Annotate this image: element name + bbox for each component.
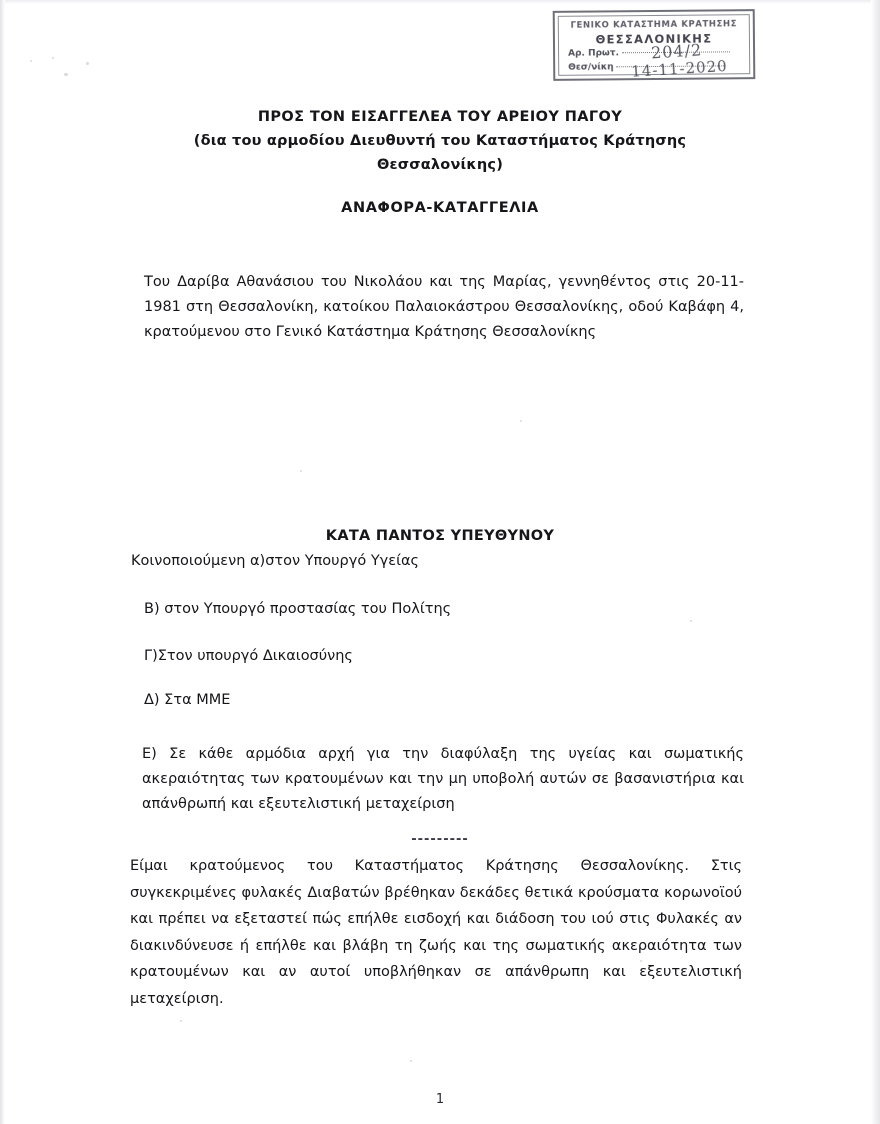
recipient-item-d: Δ) Στα ΜΜΕ [144, 692, 231, 708]
document-title-block [110, 105, 770, 177]
stamp-protocol-row [568, 47, 730, 58]
stamp-city-label: Θεσ/νίκη [568, 62, 614, 73]
scan-speckle [86, 62, 89, 65]
recipient-item-a: Κοινοποιούμενη α)στον Υπουργό Υγείας [131, 553, 420, 569]
scan-edge-right [871, 0, 880, 1124]
stamp-city-line: ΘΕΣΣΑΛΟΝΙΚΗΣ [595, 31, 713, 47]
title-line-1: ΠΡΟΣ ΤΟΝ ΕΙΣΑΓΓΕΛΕΑ ΤΟΥ ΑΡΕΙΟΥ ΠΑΓΟΥ [257, 109, 623, 125]
title-line-3: Θεσσαλονίκης) [376, 157, 504, 173]
applicant-details-paragraph: Του Δαρίβα Αθανάσιου του Νικολάου και της Μαρίας, γεννηθέντος στις 20-11-1981 στη Θεσσαλονίκη, κατοίκου Παλαιοκάστρου Θεσσαλονίκης, οδού Καβάφη 4, κρατούμενου στο Γενικό Κατάστημα Κράτησης Θεσσαλονίκης [144, 274, 744, 340]
stamp-inner-border [558, 14, 751, 81]
stamp-handwritten-protocol: 204/2 [650, 40, 703, 63]
recipient-item-b: Β) στον Υπουργό προστασίας του Πολίτης [144, 601, 452, 617]
stamp-protocol-label: Αρ. Πρωτ. [568, 48, 620, 59]
recipient-item-e: Ε) Σε κάθε αρμόδια αρχή για την διαφύλαξη της υγείας και σωματικής ακεραιότητας των κρατουμένων και την μη υποβολή αυτών σε βασανιστήρια και απάνθρωπή και εξευτελιστική μεταχείριση [142, 746, 744, 812]
against-whom-title: ΚΑΤΑ ΠΑΝΤΟΣ ΥΠΕΥΘΥΝΟΥ [325, 528, 555, 544]
office-stamp [553, 9, 756, 81]
title-line-2: (δια του αρμοδίου Διευθυντή του Καταστήματος Κράτησης [193, 133, 687, 149]
scan-speckle [52, 57, 54, 59]
section-divider: --------- [411, 832, 469, 847]
page-number: 1 [435, 1092, 445, 1107]
stamp-handwritten-date: 14-11-2020 [630, 56, 729, 81]
scan-edge-left [0, 0, 5, 1124]
scan-speckle [64, 73, 68, 76]
scan-speckle [300, 470, 302, 472]
scan-edge-top [0, 0, 880, 4]
complaint-body-paragraph: Είμαι κρατούμενος του Καταστήματος Κράτησης Θεσσαλονίκης. Στις συγκεκριμένες φυλακές Διαβατών βρέθηκαν δεκάδες θετικά κρούσματα κορωνοϊού και πρέπει να εξεταστεί πώς επήλθε εισδοχή και διάδοση του ιού στις Φυλακές αν διακινδύνευσε ή επήλθε και βλάβη τη ζωής και της σωματικής ακεραιότητα των κρατουμένων και αν αυτοί υποβλήθηκαν σε απάνθρωπη και εξευτελιστική μεταχείριση. [130, 858, 742, 1007]
scan-speckle [30, 60, 32, 62]
scan-speckle [690, 620, 692, 622]
scan-speckle [410, 1060, 412, 1062]
scan-speckle [180, 1020, 182, 1022]
scan-speckle [520, 420, 522, 422]
recipient-item-g: Γ)Στον υπουργό Δικαιοσύνης [144, 648, 353, 664]
stamp-institution-line: ΓΕΝΙΚΟ ΚΑΤΑΣΤΗΜΑ ΚΡΑΤΗΣΗΣ [570, 19, 738, 31]
report-title: ΑΝΑΦΟΡΑ-ΚΑΤΑΓΓΕΛΙΑ [341, 200, 539, 216]
